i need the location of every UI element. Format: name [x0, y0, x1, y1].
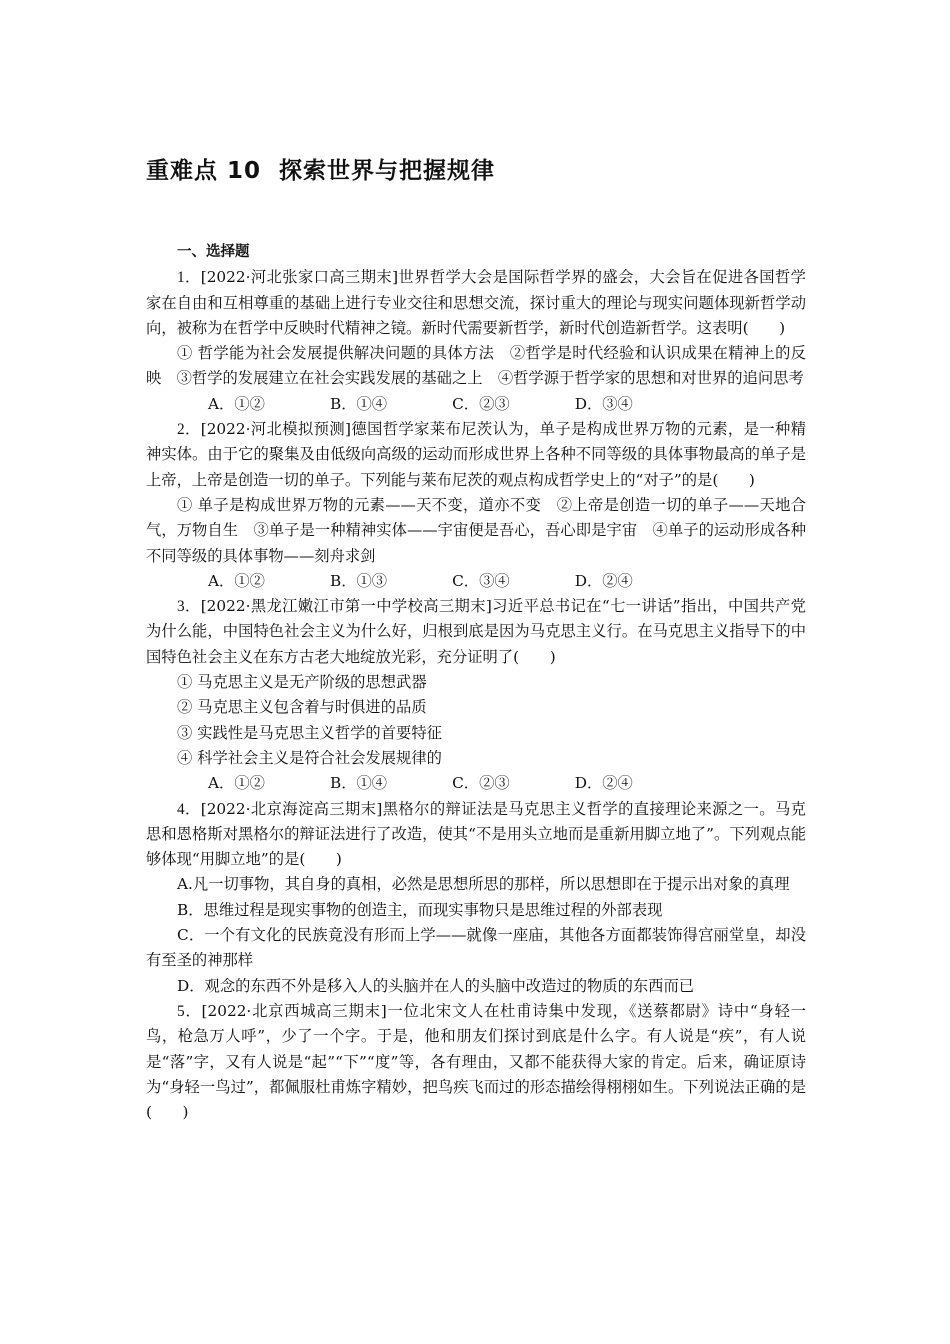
question-source: [2022·北京海淀高三期末] — [200, 799, 383, 818]
question-3-statement-2: ② 马克思主义包含着与时俱进的品质 — [177, 698, 427, 717]
title-text: 探索世界与把握规律 — [279, 158, 496, 184]
question-3-statement-1: ① 马克思主义是无产阶级的思想武器 — [177, 673, 427, 692]
question-source: [2022·黑龙江嫩江市第一中学校高三期末] — [200, 597, 492, 616]
question-text: 习近平总书记在“七一讲话”指出，中国共产党为什么能，中国特色社会主义为什么好，归根到底是因为马克思主义行。在马克思主义指导下的中国特色社会主义在东方古老大地绽放光彩，充分证明了( ) — [146, 597, 806, 666]
question-3-options — [146, 771, 806, 796]
question-4-choice-b: B．思维过程是现实事物的创造主，而现实事物只是思维过程的外部表现 — [177, 900, 663, 919]
title-code: 重难点 10 — [146, 158, 262, 184]
question-source: [2022·河北张家口高三期末] — [200, 268, 399, 287]
option-c: C．②③ — [452, 774, 510, 793]
option-d: D．②④ — [574, 774, 633, 793]
option-b: B．①④ — [329, 774, 388, 793]
question-number: 3． — [177, 598, 201, 616]
question-4-choice-a: A.凡一切事物，其自身的真相，必然是思想所思的那样，所以思想即在于提示出对象的真理 — [177, 875, 790, 894]
option-d: D．③④ — [574, 394, 633, 413]
question-1-options — [146, 392, 806, 417]
question-2-stem — [146, 417, 806, 493]
option-b: B．①④ — [329, 394, 388, 413]
question-number: 5． — [177, 1002, 202, 1020]
question-4-stem — [146, 797, 806, 873]
option-a: A．①② — [208, 571, 265, 590]
option-c: C．③④ — [452, 571, 510, 590]
question-text: 世界哲学大会是国际哲学界的盛会，大会旨在促进各国哲学家在自由和互相尊重的基础上进行专业交往和思想交流，探讨重大的理论与现实问题体现新哲学动向，被称为在哲学中反映时代精神之镜。新时代需要新哲学，新时代创造新哲学。这表明( ) — [146, 268, 806, 337]
option-c: C．②③ — [452, 394, 510, 413]
question-2-statements: ① 单子是构成世界万物的元素——天不变，道亦不变 ②上帝是创造一切的单子——天地合气，万物自生 ③单子是一种精神实体——宇宙便是吾心，吾心即是宇宙 ④单子的运动形成各种不同等级的具体事物——刻舟求剑 — [146, 495, 806, 565]
question-1-statements: ① 哲学能为社会发展提供解决问题的具体方法 ②哲学是时代经验和认识成果在精神上的反映 ③哲学的发展建立在社会实践发展的基础之上 ④哲学源于哲学家的思想和对世界的追问思考 — [146, 344, 806, 388]
question-number: 1． — [177, 269, 201, 287]
question-number: 4． — [177, 800, 201, 818]
option-a: A．①② — [208, 394, 265, 413]
question-source: [2022·北京西城高三期末] — [201, 1001, 387, 1020]
question-body — [146, 240, 806, 1125]
option-d: D．②④ — [574, 571, 633, 590]
question-3-stem — [146, 594, 806, 670]
question-2-options — [146, 569, 806, 594]
question-source: [2022·河北模拟预测] — [200, 420, 351, 439]
question-3-statement-4: ④ 科学社会主义是符合社会发展规律的 — [177, 748, 442, 767]
option-a: A．①② — [208, 774, 265, 793]
page-title — [146, 152, 495, 185]
question-4-choice-d: D．观念的东西不外是移入人的头脑并在人的头脑中改造过的物质的东西而已 — [177, 976, 695, 995]
question-text: 黑格尔的辩证法是马克思主义哲学的直接理论来源之一。马克思和恩格斯对黑格尔的辩证法进行了改造，使其“不是用头立地而是重新用脚立地了”。下列观点能够体现“用脚立地”的是( ) — [146, 799, 806, 869]
question-text: 德国哲学家莱布尼茨认为，单子是构成世界万物的元素，是一种精神实体。由于它的聚集及由低级向高级的运动而形成世界上各种不同等级的具体事物最高的单子是上帝，上帝是创造一切的单子。下列能与莱布尼茨的观点构成哲学史上的“对子”的是( ) — [146, 420, 806, 489]
question-text: 一位北宋文人在杜甫诗集中发现，《送蔡都尉》诗中“身轻一鸟，枪急万人呼”，少了一个字。于是，他和朋友们探讨到底是什么字。有人说是“疾”，有人说是“落”字，又有人说是“起”“下”“度”等，各有理由，又都不能获得大家的肯定。后来，确证原诗为“身轻一鸟过”，都佩服杜甫炼字精妙，把鸟疾飞而过的形态描绘得栩栩如生。下列说法正确的是( ) — [146, 1001, 807, 1122]
question-3-statement-3: ③ 实践性是马克思主义哲学的首要特征 — [177, 723, 442, 742]
question-5-stem — [146, 999, 806, 1125]
question-number: 2． — [177, 421, 201, 439]
section-heading: 一、选择题 — [177, 244, 250, 260]
question-4-choice-c: C．一个有文化的民族竟没有形而上学——就像一座庙，其他各方面都装饰得宫丽堂皇，却没有至圣的神那样 — [146, 926, 806, 970]
option-b: B．①③ — [329, 571, 388, 590]
question-1-stem — [146, 265, 806, 341]
